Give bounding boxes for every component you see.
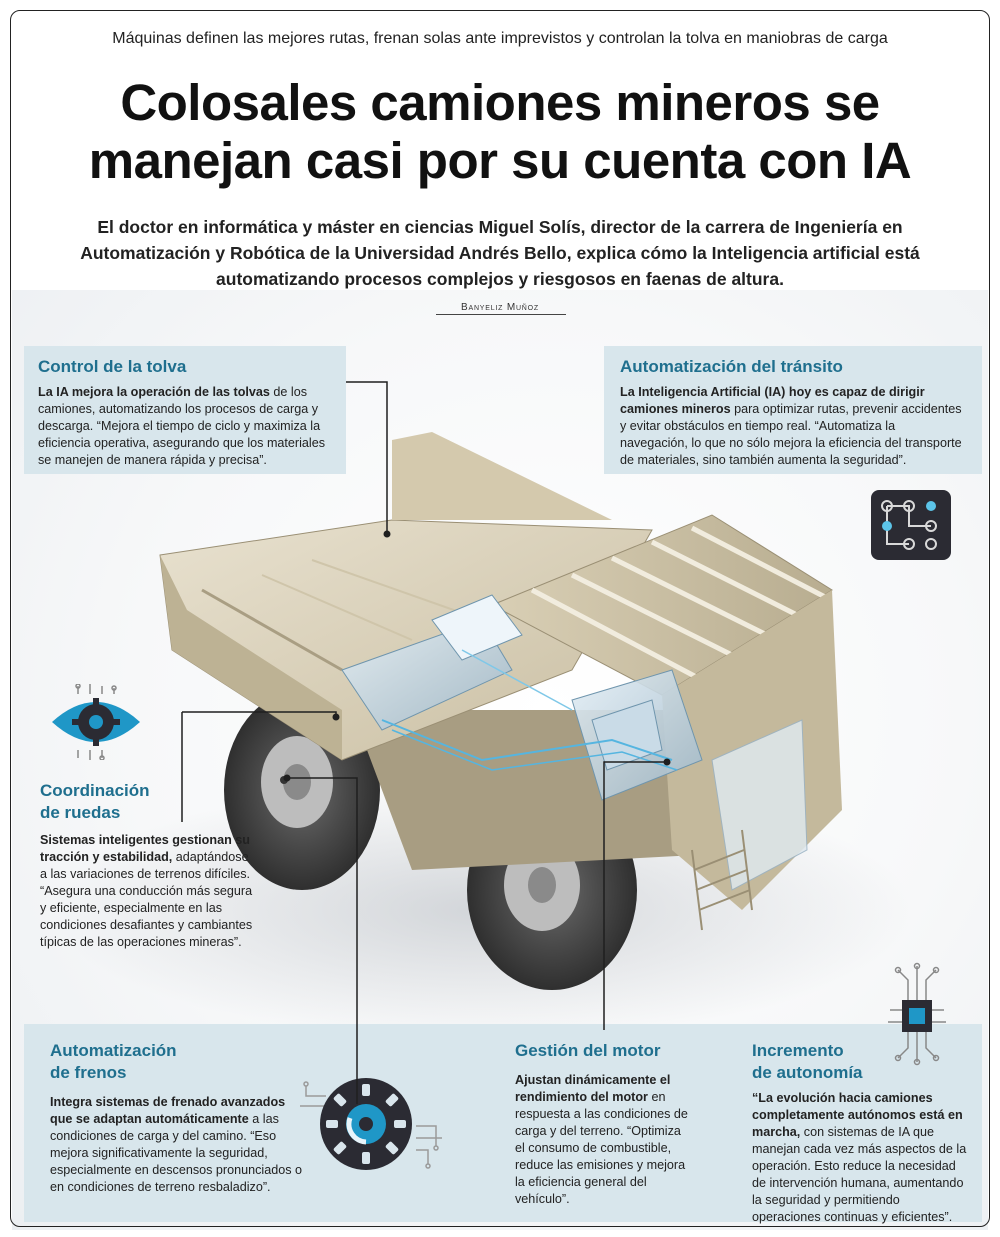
section-title xyxy=(40,780,255,824)
section-title xyxy=(50,1040,305,1084)
deck: El doctor en informática y máster en ciencias Miguel Solís, director de la carrera de Ingeniería en Automatización y Robótica de la Universidad Andrés Bello, explica cómo la Inteligencia artificial está automatizando procesos complejos y riesgosos en faenas de altura. xyxy=(80,217,920,289)
section-lead: Integra sistemas de frenado avanzados que se adaptan automáticamente xyxy=(50,1095,286,1126)
section-lead: Sistemas inteligentes gestionan su tracción y estabilidad, xyxy=(40,833,250,864)
headline-line-1: Colosales camiones mineros se xyxy=(120,74,880,131)
route-icon xyxy=(871,490,951,560)
section-coordinacion-ruedas xyxy=(40,780,255,951)
panel-automatizacion-transito xyxy=(604,346,982,474)
headline-line-2: manejan casi por su cuenta con IA xyxy=(88,132,912,189)
panel-text: de los camiones, automatizando los procesos de carga y descarga. “Mejora el tiempo de ciclo y maximiza la eficiencia operativa, asegurando que los materiales se manejen de manera rápida y precisa”. xyxy=(38,385,326,467)
panel-title: Automatización del tránsito xyxy=(620,357,843,376)
section-text: a las condiciones de carga y del camino. “Eso mejora significativamente la seguridad, especialmente en descensos pronunciados o en condiciones de terreno resbaladizo”. xyxy=(50,1112,303,1194)
headline xyxy=(0,74,1000,190)
panel-body xyxy=(38,384,332,469)
section-title: Gestión del motor xyxy=(515,1041,661,1060)
section-text: en respuesta a las condiciones de carga y del terreno. “Optimiza el consumo de combustible, reduce las emisiones y mejora la eficiencia general del vehículo”. xyxy=(515,1090,688,1206)
brake-disc-icon xyxy=(296,1066,446,1174)
section-automatizacion-frenos xyxy=(50,1040,305,1196)
section-title-line-2: de frenos xyxy=(50,1063,127,1082)
section-title-line-1: Coordinación xyxy=(40,781,150,800)
section-lead: “La evolución hacia camiones completamente autónomos está en marcha, xyxy=(752,1091,963,1139)
section-body xyxy=(515,1072,693,1208)
section-body xyxy=(50,1094,305,1196)
section-incremento-autonomia xyxy=(752,1040,970,1226)
chip-icon xyxy=(884,962,950,1066)
byline-rule xyxy=(436,314,566,315)
section-title-line-1: Automatización xyxy=(50,1041,177,1060)
panel-lead: La IA mejora la operación de las tolvas xyxy=(38,385,270,399)
panel-body xyxy=(620,384,966,469)
section-title-line-2: de autonomía xyxy=(752,1063,863,1082)
panel-lead: La Inteligencia Artificial (IA) hoy es capaz de dirigir camiones mineros xyxy=(620,385,925,416)
section-body xyxy=(752,1090,970,1226)
section-body xyxy=(40,832,255,951)
kicker: Máquinas definen las mejores rutas, frenan solas ante imprevistos y controlan la tolva en maniobras de carga xyxy=(112,30,888,47)
section-title-line-1: Incremento xyxy=(752,1041,844,1060)
section-text: con sistemas de IA que manejan cada vez más aspectos de la operación. Esto reduce la necesidad de intervención humana, aumentando la seguridad y permitiendo operaciones continuas y eficientes”. xyxy=(752,1125,967,1224)
panel-text: para optimizar rutas, prevenir accidentes y evitar obstáculos en tiempo real. “Automatiza la navegación, lo que no sólo mejora la eficiencia del transporte de materiales, sino también aumenta la seguridad”. xyxy=(620,402,962,467)
panel-title: Control de la tolva xyxy=(38,357,187,376)
section-lead: Ajustan dinámicamente el rendimiento del motor xyxy=(515,1073,671,1104)
byline: Banyeliz Muñoz xyxy=(461,302,539,313)
panel-control-tolva xyxy=(24,346,346,474)
section-title-line-2: de ruedas xyxy=(40,803,121,822)
section-text: adaptándose a las variaciones de terrenos difíciles. “Asegura una conducción más segura y eficiente, especialmente en las condiciones desafiantes y cambiantes típicas de las operaciones mineras”. xyxy=(40,850,253,949)
eye-gear-icon xyxy=(48,684,144,760)
section-gestion-motor xyxy=(515,1040,693,1208)
